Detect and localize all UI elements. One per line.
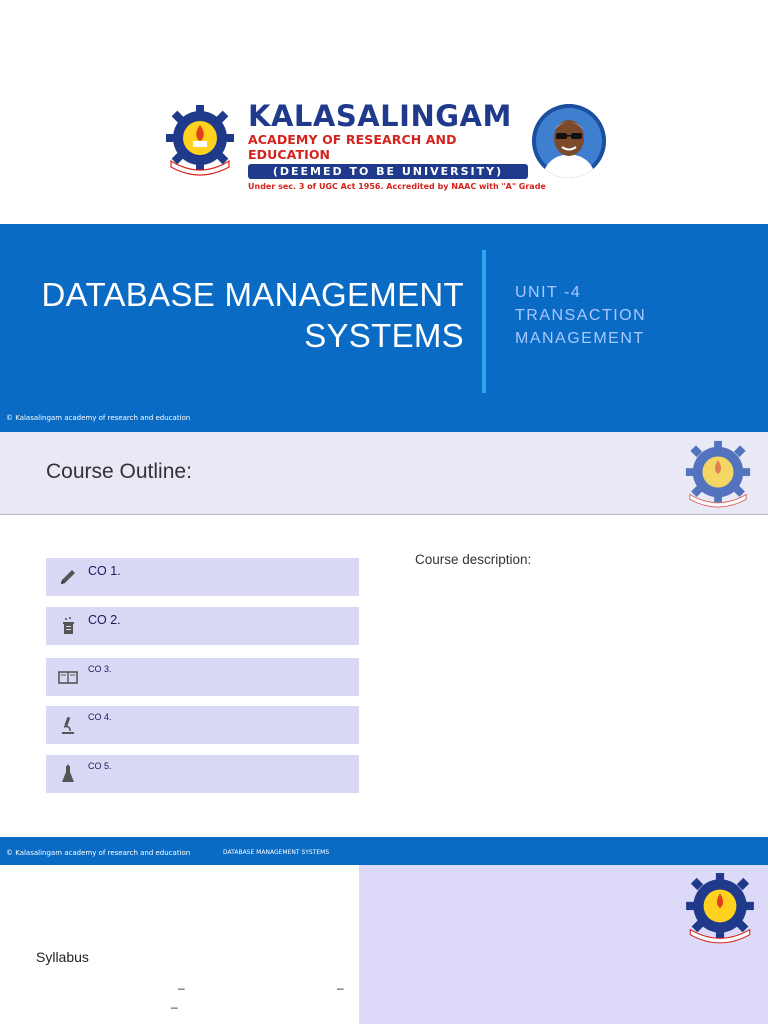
course-outline-title: Course Outline: xyxy=(46,460,192,483)
banner-divider xyxy=(482,250,486,393)
university-gear-logo-icon xyxy=(682,870,758,946)
co-label: CO 5. xyxy=(88,761,112,771)
university-gear-logo-icon xyxy=(682,438,754,510)
co-label: CO 1. xyxy=(88,564,121,578)
microscope-icon xyxy=(58,715,78,735)
co-label: CO 2. xyxy=(88,613,121,627)
footer-copyright: © Kalasalingam academy of research and education xyxy=(6,849,191,857)
founder-portrait-icon xyxy=(532,104,606,178)
co-item[interactable] xyxy=(46,558,359,596)
course-title xyxy=(24,274,464,356)
syllabus-dash: – xyxy=(337,981,344,995)
syllabus-dash: – xyxy=(178,981,185,995)
syllabus-label: Syllabus xyxy=(36,949,89,965)
book-icon xyxy=(58,667,78,687)
footer-course-name: DATABASE MANAGEMENT SYSTEMS xyxy=(223,849,330,856)
course-outline-header xyxy=(0,432,768,515)
unit-title xyxy=(515,281,646,350)
co-item[interactable] xyxy=(46,658,359,696)
course-title-line2: SYSTEMS xyxy=(304,317,464,354)
slide-footer xyxy=(0,837,768,865)
co-item[interactable] xyxy=(46,706,359,744)
unit-name-line2: MANAGEMENT xyxy=(515,330,645,347)
pencil-icon xyxy=(58,567,78,587)
co-item[interactable] xyxy=(46,607,359,645)
logo-name: KALASALINGAM xyxy=(248,99,512,133)
title-banner xyxy=(0,224,768,432)
unit-number: UNIT -4 xyxy=(515,284,582,301)
co-label: CO 3. xyxy=(88,664,112,674)
logo-deemed: (DEEMED TO BE UNIVERSITY) xyxy=(248,164,528,179)
course-description-label: Course description: xyxy=(415,552,532,567)
logo-accreditation: Under sec. 3 of UGC Act 1956. Accredited by NAAC with "A" Grade xyxy=(248,182,546,191)
next-slide-left-panel xyxy=(0,865,359,1024)
co-label: CO 4. xyxy=(88,712,112,722)
university-gear-logo-icon xyxy=(163,103,237,177)
course-title-line1: DATABASE MANAGEMENT xyxy=(41,276,464,313)
flask-icon xyxy=(58,764,78,784)
syllabus-dash: – xyxy=(171,1000,178,1014)
co-item[interactable] xyxy=(46,755,359,793)
unit-name-line1: TRANSACTION xyxy=(515,307,647,324)
banner-copyright: © Kalasalingam academy of research and education xyxy=(6,414,191,422)
logo-text xyxy=(248,99,546,193)
logo-header xyxy=(0,0,768,224)
beaker-icon xyxy=(58,616,78,636)
logo-subtitle: ACADEMY OF RESEARCH AND EDUCATION xyxy=(248,132,457,162)
